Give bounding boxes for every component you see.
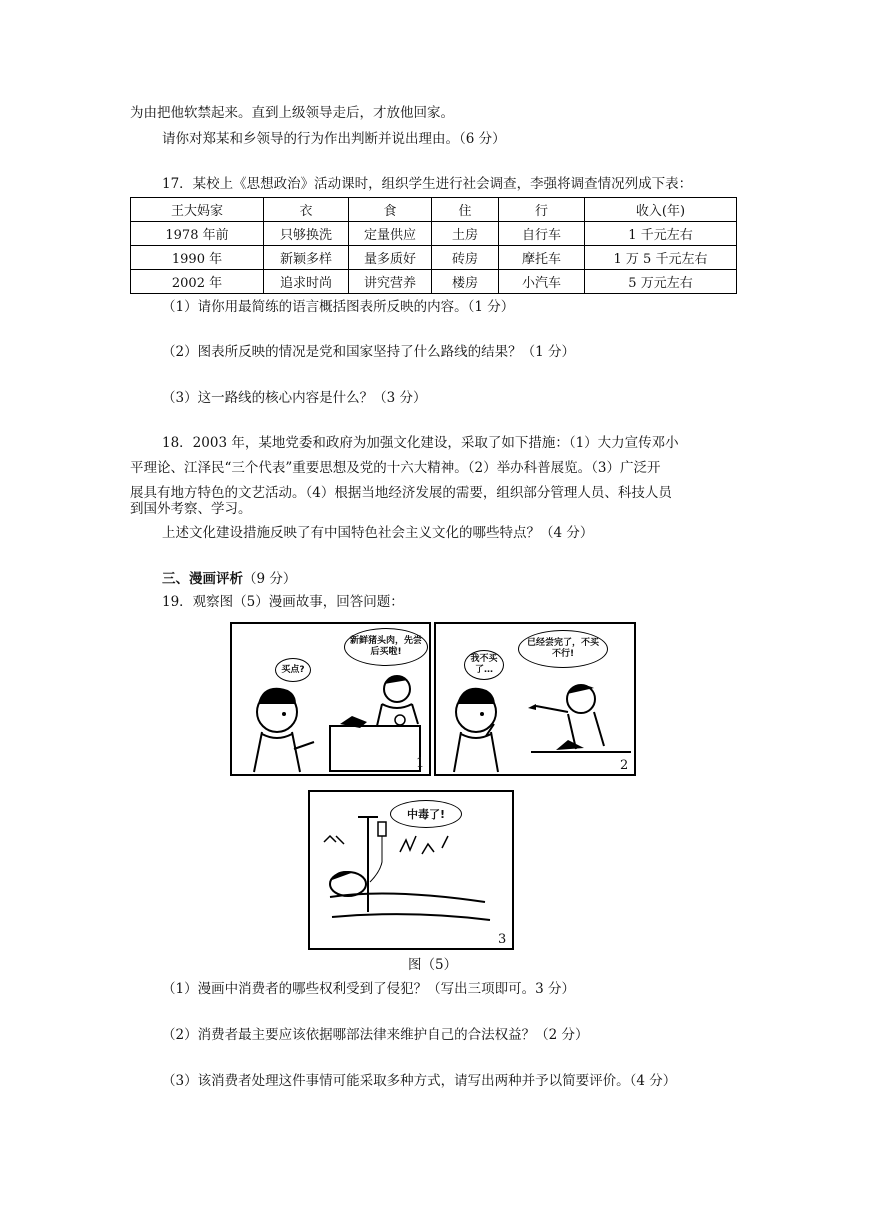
table-cell: 楼房 — [432, 270, 499, 294]
figure-caption: 图（5） — [408, 957, 458, 973]
table-cell: 1 千元左右 — [585, 222, 737, 246]
table-cell: 只够换洗 — [264, 222, 349, 246]
comic-panel-2 — [434, 622, 636, 776]
q19-sub1: （1）漫画中消费者的哪些权利受到了侵犯？（写出三项即可。3 分） — [162, 981, 575, 997]
q19-stem: 19．观察图（5）漫画故事，回答问题： — [162, 594, 404, 610]
section-points: （9 分） — [243, 571, 297, 587]
comic-panel-1 — [230, 622, 431, 776]
q17-sub1: （1）请你用最简练的语言概括图表所反映的内容。（1 分） — [162, 299, 515, 315]
table-cell: 1990 年 — [131, 246, 264, 270]
intro-line-1: 为由把他软禁起来。直到上级领导走后，才放他回家。 — [130, 105, 454, 121]
table-header: 行 — [499, 198, 585, 222]
table-cell: 自行车 — [499, 222, 585, 246]
q18-line-4: 到国外考察、学习。 — [130, 501, 252, 517]
panel-number: 2 — [620, 758, 629, 773]
q18-question: 上述文化建设措施反映了有中国特色社会主义文化的哪些特点？（4 分） — [162, 525, 594, 541]
survey-table — [130, 197, 737, 294]
table-cell: 砖房 — [432, 246, 499, 270]
table-cell: 2002 年 — [131, 270, 264, 294]
table-cell: 小汽车 — [499, 270, 585, 294]
table-cell: 1978 年前 — [131, 222, 264, 246]
q18-line-3: 展具有地方特色的文艺活动。（4）根据当地经济发展的需要，组织部分管理人员、科技人员 — [130, 485, 672, 501]
table-cell: 定量供应 — [349, 222, 432, 246]
table-row — [131, 270, 737, 294]
q19-sub2: （2）消费者最主要应该依据哪部法律来维护自己的合法权益？（2 分） — [162, 1027, 589, 1043]
speech-bubble: 新鲜猪头肉，先尝后买啦! — [344, 628, 428, 666]
speech-bubble: 中毒了! — [390, 800, 462, 828]
table-header: 衣 — [264, 198, 349, 222]
table-cell: 摩托车 — [499, 246, 585, 270]
table-row — [131, 222, 737, 246]
table-header-row — [131, 198, 737, 222]
q17-stem: 17．某校上《思想政治》活动课时，组织学生进行社会调查，李强将调查情况列成下表： — [162, 176, 693, 192]
intro-question: 请你对郑某和乡领导的行为作出判断并说出理由。（6 分） — [162, 131, 506, 147]
table-header: 收入(年) — [585, 198, 737, 222]
comic-panel-3 — [308, 790, 514, 950]
table-header: 住 — [432, 198, 499, 222]
table-row — [131, 246, 737, 270]
panel-number: 1 — [416, 756, 425, 771]
speech-bubble: 我不买了… — [464, 650, 504, 680]
q18-line-1: 18．2003 年，某地党委和政府为加强文化建设，采取了如下措施：（1）大力宣传邓小 — [162, 435, 679, 451]
table-cell: 量多质好 — [349, 246, 432, 270]
q17-sub3: （3）这一路线的核心内容是什么？（3 分） — [162, 390, 427, 406]
section-heading — [162, 570, 296, 588]
section-title: 三、漫画评析 — [162, 571, 243, 587]
q18-line-2: 平理论、江泽民“三个代表”重要思想及党的十六大精神。（2）举办科普展览。（3）广泛开 — [130, 460, 661, 476]
speech-bubble: 已经尝完了，不买不行! — [518, 630, 608, 668]
q17-sub2: （2）图表所反映的情况是党和国家坚持了什么路线的结果？（1 分） — [162, 344, 575, 360]
q19-sub3: （3）该消费者处理这件事情可能采取多种方式，请写出两种并予以简要评价。（4 分） — [162, 1073, 677, 1089]
table-header: 王大妈家 — [131, 198, 264, 222]
table-header: 食 — [349, 198, 432, 222]
table-cell: 追求时尚 — [264, 270, 349, 294]
speech-bubble: 买点? — [275, 658, 311, 682]
table-cell: 土房 — [432, 222, 499, 246]
table-cell: 新颖多样 — [264, 246, 349, 270]
table-cell: 1 万 5 千元左右 — [585, 246, 737, 270]
panel-number: 3 — [498, 932, 507, 947]
table-cell: 5 万元左右 — [585, 270, 737, 294]
table-cell: 讲究营养 — [349, 270, 432, 294]
